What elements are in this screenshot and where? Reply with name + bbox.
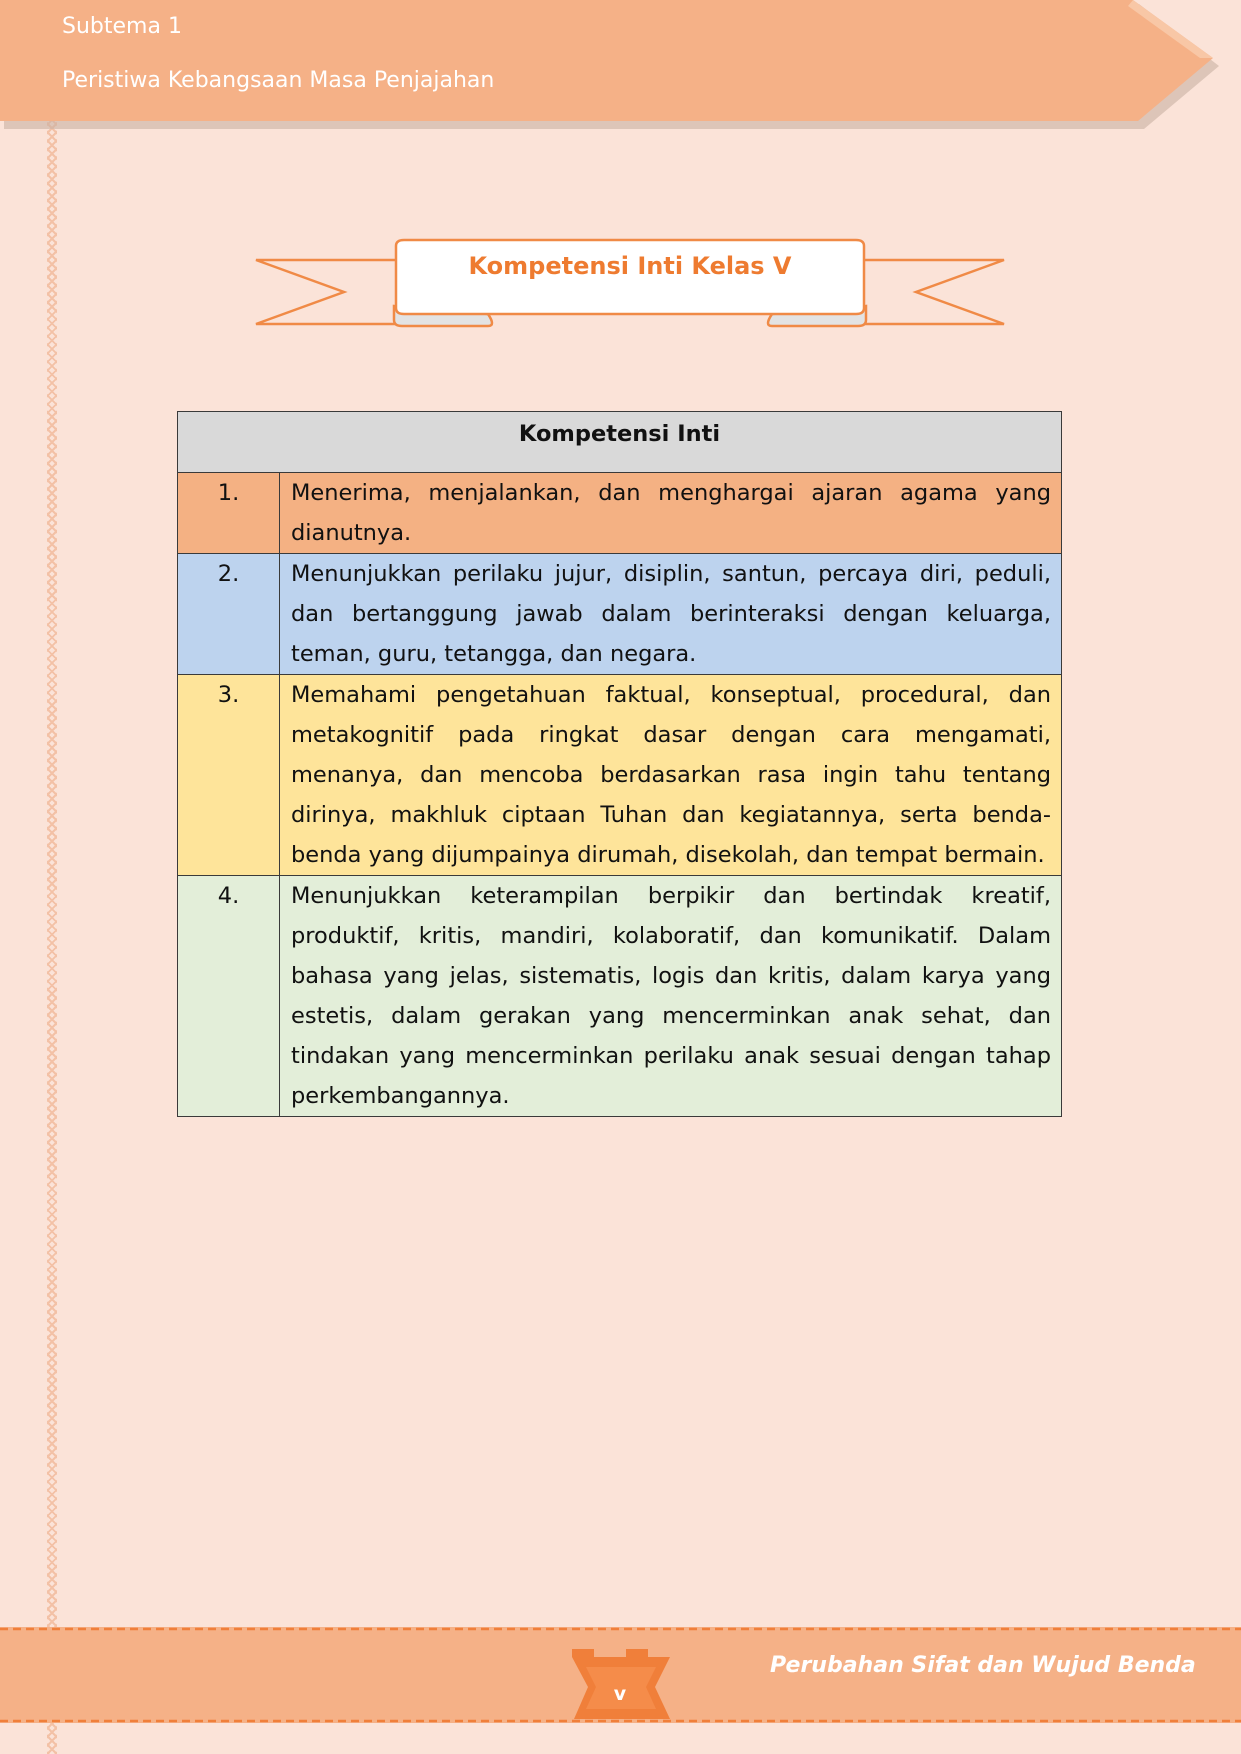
table-header: Kompetensi Inti <box>178 412 1062 473</box>
decorative-border <box>47 0 57 1754</box>
table-row <box>178 675 1062 876</box>
table-row <box>178 473 1062 554</box>
subtheme-label: Subtema 1 <box>62 14 182 39</box>
header-arrow-shape <box>0 0 1220 130</box>
row-number: 1. <box>178 473 280 554</box>
banner-title: Kompetensi Inti Kelas V <box>468 252 792 280</box>
row-text: Menunjukkan keterampilan berpikir dan bertindak kreatif, produktif, kritis, mandiri, kolaboratif, dan komunikatif. Dalam bahasa yang jelas, sistematis, logis dan kritis, dalam karya yang estetis, dalam gerakan yang mencerminkan anak sehat, dan tindakan yang mencerminkan perilaku anak sesuai dengan tahap perkembangannya. <box>280 876 1062 1117</box>
row-text: Menerima, menjalankan, dan menghargai ajaran agama yang dianutnya. <box>280 473 1062 554</box>
row-text: Menunjukkan perilaku jujur, disiplin, santun, percaya diri, peduli, dan bertanggung jawab dalam berinteraksi dengan keluarga, teman, guru, tetangga, dan negara. <box>280 554 1062 675</box>
row-text: Memahami pengetahuan faktual, konseptual, procedural, dan metakognitif pada ringkat dasar dengan cara mengamati, menanya, dan mencoba berdasarkan rasa ingin tahu tentang dirinya, makhluk ciptaan Tuhan dan kegiatannya, serta benda-benda yang dijumpainya dirumah, disekolah, dan tempat bermain. <box>280 675 1062 876</box>
book-title: Perubahan Sifat dan Wujud Benda <box>770 1653 1196 1678</box>
table-header-row <box>178 412 1062 473</box>
table-row <box>178 876 1062 1117</box>
competency-table <box>177 411 1062 1117</box>
row-number: 4. <box>178 876 280 1117</box>
title-banner <box>252 238 1008 330</box>
page-number: v <box>613 1683 627 1705</box>
page-footer <box>0 1627 1241 1723</box>
table-row <box>178 554 1062 675</box>
row-number: 3. <box>178 675 280 876</box>
page-header <box>0 0 1220 130</box>
subtheme-title: Peristiwa Kebangsaan Masa Penjajahan <box>62 68 495 93</box>
row-number: 2. <box>178 554 280 675</box>
